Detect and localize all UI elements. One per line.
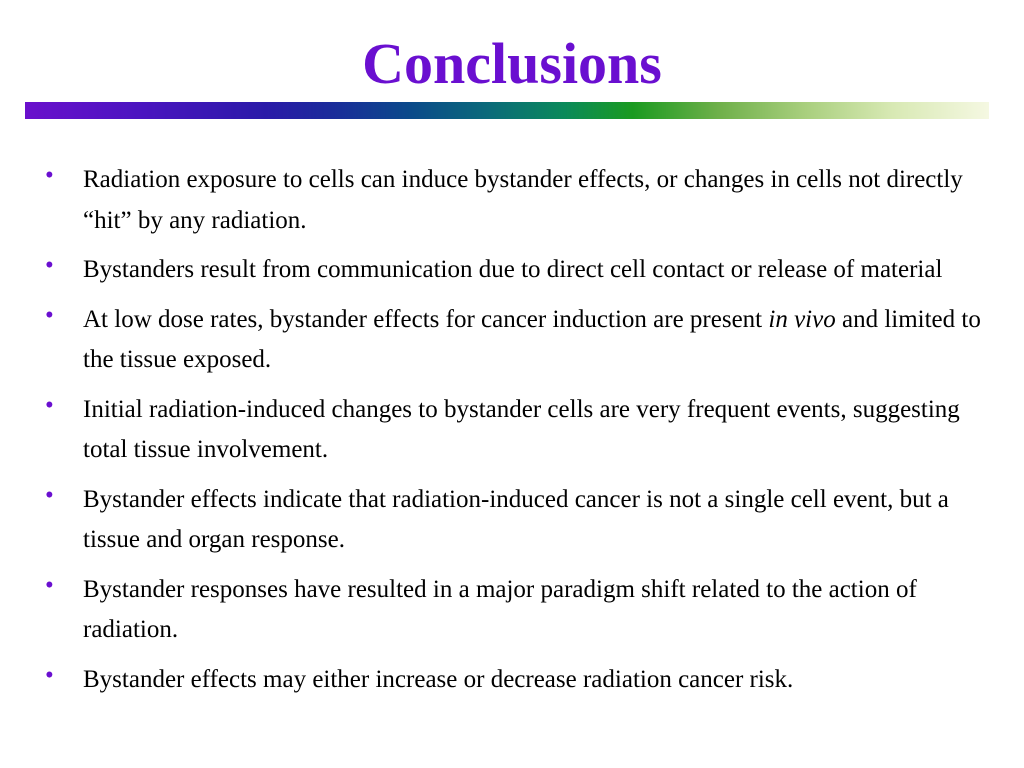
- bullet-text: Bystanders result from communication due to direct cell contact or release of material: [83, 256, 943, 283]
- bullet-dot-icon: •: [45, 481, 54, 509]
- bullet-dot-icon: •: [45, 252, 54, 279]
- bullet-dot-icon: •: [45, 162, 54, 189]
- bullet-item: [45, 660, 985, 701]
- bullet-dot-icon: •: [45, 661, 54, 689]
- bullet-list: [45, 160, 985, 709]
- bullet-text: Bystander responses have resulted in a major paradigm shift related to the action of radiation.: [83, 575, 917, 643]
- bullet-item: [45, 160, 985, 241]
- gradient-divider-bar: [25, 102, 989, 119]
- bullet-text-after: and limited to the tissue exposed.: [83, 305, 981, 373]
- bullet-item: [45, 390, 985, 471]
- bullet-text: [83, 306, 981, 374]
- bullet-text: Initial radiation-induced changes to bystander cells are very frequent events, suggesting total tissue involvement.: [83, 395, 960, 463]
- bullet-text: Bystander effects indicate that radiation-induced cancer is not a single cell event, but a tissue and organ response.: [83, 485, 949, 553]
- bullet-dot-icon: •: [45, 571, 54, 599]
- bullet-item: [45, 570, 985, 651]
- bullet-item: [45, 300, 985, 381]
- bullet-text-italic: in vivo: [768, 305, 836, 333]
- bullet-text: Radiation exposure to cells can induce bystander effects, or changes in cells not directly “hit” by any radiation.: [83, 166, 963, 234]
- bullet-text: Bystander effects may either increase or decrease radiation cancer risk.: [83, 665, 794, 693]
- bullet-dot-icon: •: [45, 301, 54, 329]
- bullet-item: [45, 250, 985, 291]
- bullet-text-before: At low dose rates, bystander effects for cancer induction are present: [83, 305, 769, 333]
- bullet-dot-icon: •: [45, 391, 54, 419]
- bullet-item: [45, 480, 985, 561]
- slide-title: Conclusions: [362, 31, 662, 96]
